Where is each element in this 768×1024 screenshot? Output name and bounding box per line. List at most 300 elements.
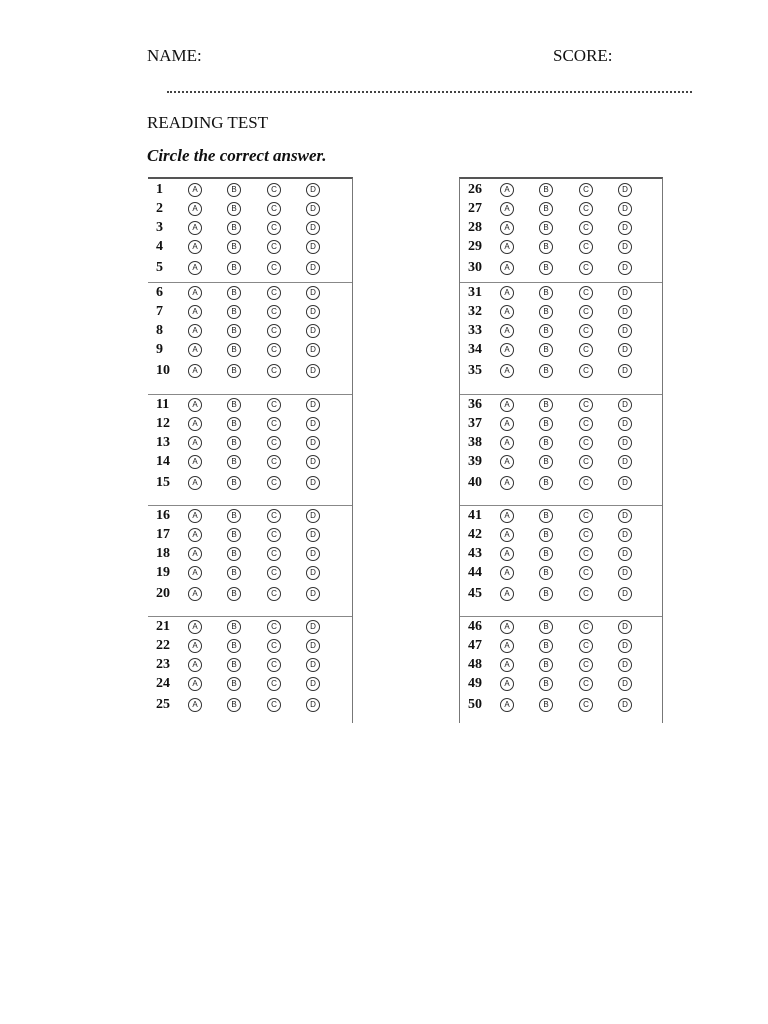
answer-bubble-c[interactable]: C [579,587,593,601]
answer-bubble-d[interactable]: D [306,202,320,216]
answer-bubble-d[interactable]: D [306,677,320,691]
question-number: 24 [156,676,170,691]
answer-bubble-c[interactable]: C [267,698,281,712]
question-number: 9 [156,342,163,357]
answer-bubble-a[interactable]: A [500,343,514,357]
question-row [460,473,662,492]
question-number: 19 [156,565,170,580]
answer-bubble-c[interactable]: C [267,305,281,319]
question-block [148,394,352,506]
answer-bubble-b[interactable]: B [227,639,241,653]
question-row [148,180,352,199]
answer-bubble-c[interactable]: C [267,455,281,469]
answer-bubble-a[interactable]: A [500,286,514,300]
answer-bubble-b[interactable]: B [227,343,241,357]
question-number: 40 [468,475,482,490]
answer-bubble-c[interactable]: C [579,455,593,469]
question-number: 37 [468,416,482,431]
answer-bubble-b[interactable]: B [539,566,553,580]
answer-bubble-d[interactable]: D [618,286,632,300]
answer-bubble-a[interactable]: A [500,547,514,561]
question-number: 46 [468,619,482,634]
answer-bubble-b[interactable]: B [539,221,553,235]
answer-bubble-b[interactable]: B [227,528,241,542]
answer-bubble-a[interactable]: A [500,183,514,197]
answer-bubble-b[interactable]: B [539,455,553,469]
answer-bubble-b[interactable]: B [227,261,241,275]
question-row [148,544,352,563]
answer-bubble-a[interactable]: A [500,364,514,378]
answer-bubble-c[interactable]: C [579,343,593,357]
answer-bubble-b[interactable]: B [227,240,241,254]
answer-bubble-d[interactable]: D [306,364,320,378]
question-row [148,674,352,693]
answer-bubble-c[interactable]: C [579,324,593,338]
question-row [148,506,352,525]
answer-bubble-a[interactable]: A [188,417,202,431]
question-row [148,452,352,471]
answer-bubble-d[interactable]: D [618,698,632,712]
question-number: 42 [468,527,482,542]
question-number: 18 [156,546,170,561]
answer-bubble-b[interactable]: B [227,566,241,580]
answer-bubble-c[interactable]: C [579,305,593,319]
question-row [460,544,662,563]
answer-bubble-c[interactable]: C [267,417,281,431]
question-row [460,584,662,603]
answer-bubble-a[interactable]: A [188,343,202,357]
question-number: 43 [468,546,482,561]
answer-bubble-c[interactable]: C [579,202,593,216]
question-number: 28 [468,220,482,235]
answer-bubble-d[interactable]: D [306,221,320,235]
answer-bubble-b[interactable]: B [539,343,553,357]
answer-bubble-c[interactable]: C [579,417,593,431]
answer-bubble-a[interactable]: A [188,221,202,235]
question-row [460,674,662,693]
answer-bubble-c[interactable]: C [267,183,281,197]
question-block [460,394,662,506]
question-row [460,506,662,525]
answer-bubble-c[interactable]: C [267,261,281,275]
answer-bubble-a[interactable]: A [500,202,514,216]
answer-bubble-b[interactable]: B [539,286,553,300]
answer-bubble-c[interactable]: C [267,677,281,691]
question-block [148,282,352,395]
question-block [148,616,352,723]
answer-bubble-d[interactable]: D [306,183,320,197]
question-number: 48 [468,657,482,672]
answer-bubble-c[interactable]: C [579,547,593,561]
question-row [460,258,662,277]
answer-bubble-a[interactable]: A [500,324,514,338]
test-title: READING TEST [147,113,269,132]
question-row [460,321,662,340]
answer-bubble-c[interactable]: C [579,566,593,580]
answer-bubble-a[interactable]: A [188,305,202,319]
question-row [460,302,662,321]
answer-bubble-b[interactable]: B [227,658,241,672]
answer-bubble-c[interactable]: C [267,620,281,634]
question-row [148,563,352,582]
answer-bubble-b[interactable]: B [227,620,241,634]
answer-bubble-a[interactable]: A [500,398,514,412]
question-row [460,199,662,218]
answer-bubble-c[interactable]: C [267,547,281,561]
question-row [148,414,352,433]
question-row [148,199,352,218]
score-label: SCORE: [553,46,613,65]
question-row [148,283,352,302]
question-number: 41 [468,508,482,523]
question-row [148,617,352,636]
answer-bubble-c[interactable]: C [579,221,593,235]
answer-bubble-c[interactable]: C [579,261,593,275]
question-number: 29 [468,239,482,254]
answer-bubble-d[interactable]: D [618,261,632,275]
answer-bubble-a[interactable]: A [188,677,202,691]
question-number: 4 [156,239,163,254]
answer-bubble-d[interactable]: D [618,620,632,634]
answer-bubble-d[interactable]: D [306,324,320,338]
question-row [460,283,662,302]
question-block [460,616,662,723]
question-row [148,525,352,544]
answer-bubble-a[interactable]: A [500,455,514,469]
answer-bubble-b[interactable]: B [539,587,553,601]
answer-bubble-c[interactable]: C [579,677,593,691]
answer-bubble-c[interactable]: C [267,476,281,490]
answer-bubble-d[interactable]: D [618,343,632,357]
answer-bubble-c[interactable]: C [267,240,281,254]
answer-bubble-d[interactable]: D [618,364,632,378]
question-number: 38 [468,435,482,450]
question-number: 5 [156,260,163,275]
answer-bubble-c[interactable]: C [579,528,593,542]
answer-bubble-a[interactable]: A [500,221,514,235]
question-number: 8 [156,323,163,338]
answer-bubble-d[interactable]: D [306,398,320,412]
answer-bubble-d[interactable]: D [618,324,632,338]
answer-bubble-a[interactable]: A [188,240,202,254]
question-row [460,617,662,636]
answer-bubble-d[interactable]: D [306,286,320,300]
answer-bubble-a[interactable]: A [188,698,202,712]
answer-bubble-a[interactable]: A [188,364,202,378]
answer-bubble-d[interactable]: D [618,221,632,235]
answer-bubble-c[interactable]: C [579,183,593,197]
question-number: 39 [468,454,482,469]
question-block [460,505,662,617]
question-number: 3 [156,220,163,235]
question-number: 23 [156,657,170,672]
question-row [460,340,662,359]
answer-bubble-b[interactable]: B [227,436,241,450]
question-number: 7 [156,304,163,319]
answer-bubble-d[interactable]: D [618,528,632,542]
answer-bubble-c[interactable]: C [579,286,593,300]
answer-bubble-d[interactable]: D [618,436,632,450]
answer-bubble-c[interactable]: C [579,658,593,672]
answer-bubble-d[interactable]: D [618,476,632,490]
question-number: 31 [468,285,482,300]
answer-bubble-b[interactable]: B [227,698,241,712]
question-row [148,321,352,340]
answer-bubble-b[interactable]: B [227,202,241,216]
answer-bubble-c[interactable]: C [267,587,281,601]
answer-bubble-d[interactable]: D [618,677,632,691]
question-row [148,695,352,714]
question-row [148,584,352,603]
answer-bubble-d[interactable]: D [306,528,320,542]
answer-bubble-b[interactable]: B [539,305,553,319]
question-row [148,258,352,277]
answer-bubble-b[interactable]: B [539,240,553,254]
answer-bubble-b[interactable]: B [539,183,553,197]
answer-bubble-c[interactable]: C [579,398,593,412]
answer-bubble-b[interactable]: B [539,698,553,712]
answer-bubble-a[interactable]: A [188,639,202,653]
answer-bubble-a[interactable]: A [500,639,514,653]
answer-bubble-b[interactable]: B [539,476,553,490]
answer-bubble-a[interactable]: A [188,509,202,523]
answer-bubble-b[interactable]: B [227,221,241,235]
answer-bubble-c[interactable]: C [579,509,593,523]
answer-bubble-c[interactable]: C [579,620,593,634]
question-row [148,237,352,256]
answer-bubble-c[interactable]: C [579,436,593,450]
answer-bubble-d[interactable]: D [306,343,320,357]
answer-bubble-a[interactable]: A [188,286,202,300]
answer-bubble-c[interactable]: C [267,364,281,378]
question-number: 20 [156,586,170,601]
answer-bubble-b[interactable]: B [539,547,553,561]
question-row [148,361,352,380]
question-number: 12 [156,416,170,431]
answer-bubble-a[interactable]: A [188,324,202,338]
instruction-text: Circle the correct answer. [147,146,327,165]
answer-bubble-a[interactable]: A [188,398,202,412]
question-number: 10 [156,363,170,378]
answer-bubble-d[interactable]: D [618,587,632,601]
answer-bubble-d[interactable]: D [306,455,320,469]
question-number: 22 [156,638,170,653]
answer-bubble-a[interactable]: A [188,261,202,275]
answer-bubble-b[interactable]: B [539,417,553,431]
answer-bubble-b[interactable]: B [227,417,241,431]
answer-bubble-a[interactable]: A [500,698,514,712]
question-row [460,218,662,237]
question-row [460,655,662,674]
answer-sheet-right-column [459,177,663,723]
answer-bubble-b[interactable]: B [539,528,553,542]
answer-bubble-b[interactable]: B [539,261,553,275]
answer-bubble-c[interactable]: C [267,324,281,338]
answer-bubble-a[interactable]: A [188,183,202,197]
answer-bubble-c[interactable]: C [267,658,281,672]
question-row [148,340,352,359]
answer-bubble-b[interactable]: B [227,305,241,319]
answer-bubble-d[interactable]: D [306,261,320,275]
answer-bubble-c[interactable]: C [579,639,593,653]
answer-bubble-d[interactable]: D [618,305,632,319]
answer-bubble-a[interactable]: A [500,476,514,490]
answer-bubble-a[interactable]: A [500,240,514,254]
answer-bubble-d[interactable]: D [306,639,320,653]
answer-bubble-a[interactable]: A [188,566,202,580]
question-row [460,695,662,714]
answer-bubble-c[interactable]: C [267,528,281,542]
answer-bubble-b[interactable]: B [227,587,241,601]
answer-bubble-b[interactable]: B [227,286,241,300]
question-number: 15 [156,475,170,490]
answer-bubble-d[interactable]: D [618,547,632,561]
answer-bubble-a[interactable]: A [500,658,514,672]
answer-bubble-a[interactable]: A [500,587,514,601]
answer-bubble-b[interactable]: B [227,455,241,469]
question-row [460,414,662,433]
answer-bubble-d[interactable]: D [618,202,632,216]
answer-bubble-a[interactable]: A [188,587,202,601]
answer-bubble-a[interactable]: A [500,509,514,523]
question-row [148,302,352,321]
answer-bubble-d[interactable]: D [618,455,632,469]
question-row [148,218,352,237]
question-number: 44 [468,565,482,580]
answer-bubble-c[interactable]: C [267,566,281,580]
answer-bubble-d[interactable]: D [618,398,632,412]
answer-bubble-a[interactable]: A [188,620,202,634]
answer-bubble-d[interactable]: D [618,417,632,431]
question-number: 17 [156,527,170,542]
answer-bubble-b[interactable]: B [227,547,241,561]
answer-bubble-d[interactable]: D [306,620,320,634]
question-number: 13 [156,435,170,450]
answer-bubble-d[interactable]: D [618,658,632,672]
question-row [460,452,662,471]
question-number: 27 [468,201,482,216]
answer-bubble-c[interactable]: C [267,221,281,235]
answer-bubble-a[interactable]: A [188,476,202,490]
answer-bubble-b[interactable]: B [539,398,553,412]
answer-bubble-b[interactable]: B [227,183,241,197]
answer-bubble-b[interactable]: B [539,620,553,634]
answer-bubble-b[interactable]: B [227,324,241,338]
answer-bubble-d[interactable]: D [306,240,320,254]
question-row [148,473,352,492]
question-number: 50 [468,697,482,712]
answer-bubble-a[interactable]: A [500,677,514,691]
answer-bubble-c[interactable]: C [579,364,593,378]
answer-bubble-b[interactable]: B [227,509,241,523]
answer-bubble-d[interactable]: D [618,183,632,197]
answer-bubble-c[interactable]: C [267,343,281,357]
answer-bubble-d[interactable]: D [306,509,320,523]
answer-bubble-c[interactable]: C [267,436,281,450]
question-row [460,563,662,582]
answer-bubble-c[interactable]: C [579,476,593,490]
question-block [460,179,662,283]
question-row [148,395,352,414]
answer-bubble-b[interactable]: B [539,509,553,523]
answer-bubble-a[interactable]: A [188,455,202,469]
answer-bubble-d[interactable]: D [306,305,320,319]
question-row [460,361,662,380]
answer-bubble-d[interactable]: D [306,566,320,580]
answer-bubble-c[interactable]: C [579,240,593,254]
answer-bubble-b[interactable]: B [539,364,553,378]
answer-bubble-b[interactable]: B [227,476,241,490]
answer-bubble-a[interactable]: A [500,566,514,580]
question-number: 6 [156,285,163,300]
question-number: 34 [468,342,482,357]
answer-bubble-b[interactable]: B [539,324,553,338]
answer-bubble-d[interactable]: D [306,436,320,450]
question-block [460,282,662,395]
answer-bubble-d[interactable]: D [306,658,320,672]
answer-bubble-b[interactable]: B [539,658,553,672]
answer-bubble-b[interactable]: B [539,677,553,691]
answer-bubble-a[interactable]: A [188,528,202,542]
question-row [460,525,662,544]
question-row [148,655,352,674]
answer-bubble-b[interactable]: B [539,202,553,216]
answer-bubble-d[interactable]: D [618,566,632,580]
answer-bubble-a[interactable]: A [500,305,514,319]
answer-bubble-d[interactable]: D [618,509,632,523]
question-number: 49 [468,676,482,691]
question-number: 16 [156,508,170,523]
answer-bubble-a[interactable]: A [500,528,514,542]
question-number: 47 [468,638,482,653]
answer-bubble-a[interactable]: A [500,436,514,450]
question-number: 36 [468,397,482,412]
question-row [460,237,662,256]
question-number: 26 [468,182,482,197]
answer-bubble-d[interactable]: D [618,240,632,254]
question-row [148,636,352,655]
answer-bubble-c[interactable]: C [267,509,281,523]
answer-bubble-c[interactable]: C [579,698,593,712]
answer-bubble-d[interactable]: D [306,417,320,431]
answer-bubble-d[interactable]: D [306,587,320,601]
answer-bubble-d[interactable]: D [306,476,320,490]
answer-bubble-c[interactable]: C [267,286,281,300]
answer-bubble-b[interactable]: B [539,639,553,653]
answer-bubble-b[interactable]: B [227,364,241,378]
answer-bubble-c[interactable]: C [267,398,281,412]
answer-bubble-a[interactable]: A [500,620,514,634]
answer-bubble-a[interactable]: A [188,658,202,672]
answer-bubble-a[interactable]: A [500,417,514,431]
answer-bubble-d[interactable]: D [618,639,632,653]
answer-bubble-d[interactable]: D [306,698,320,712]
answer-bubble-b[interactable]: B [227,677,241,691]
answer-bubble-a[interactable]: A [188,547,202,561]
answer-bubble-d[interactable]: D [306,547,320,561]
question-row [460,180,662,199]
question-number: 21 [156,619,170,634]
answer-bubble-c[interactable]: C [267,202,281,216]
question-block [148,179,352,283]
answer-bubble-a[interactable]: A [188,436,202,450]
question-row [460,433,662,452]
answer-bubble-b[interactable]: B [539,436,553,450]
answer-bubble-a[interactable]: A [188,202,202,216]
answer-bubble-b[interactable]: B [227,398,241,412]
answer-bubble-c[interactable]: C [267,639,281,653]
answer-bubble-a[interactable]: A [500,261,514,275]
